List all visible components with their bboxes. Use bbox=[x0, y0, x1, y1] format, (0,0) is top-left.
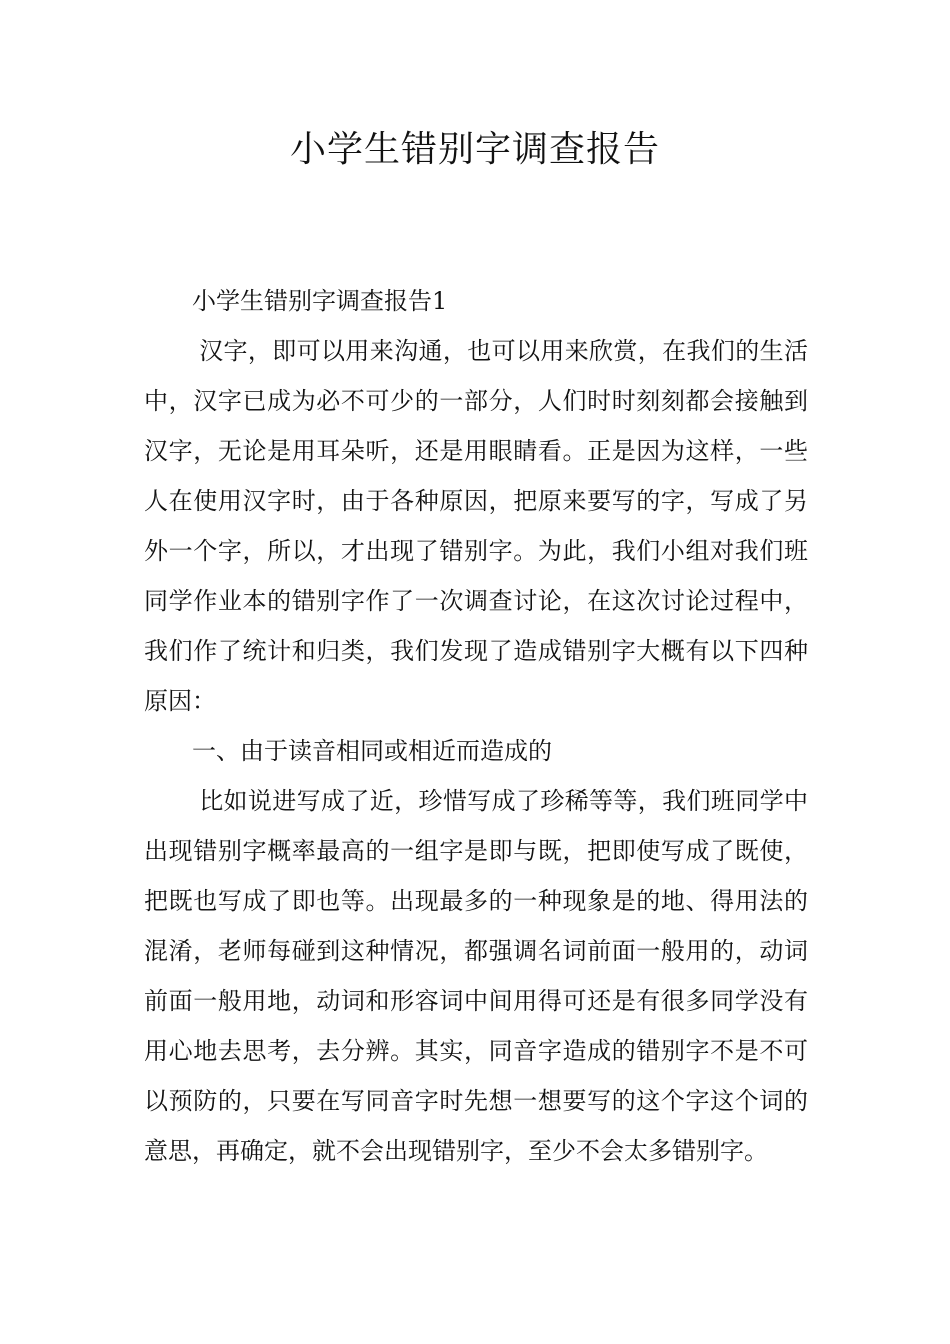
section-heading: 小学生错别字调查报告1 bbox=[192, 287, 448, 315]
body-paragraph: 汉字，即可以用来沟通，也可以用来欣赏，在我们的生活中，汉字已成为必不可少的一部分，人们时时刻刻都会接触到汉字，无论是用耳朵听，还是用眼睛看。正是因为这样，一些人在使用汉字时，由于各种原因，把原来要写的字，写成了另外一个字，所以，才出现了错别字。为此，我们小组对我们班同学作业本的错别字作了一次调查讨论，在这次讨论过程中，我们作了统计和归类，我们发现了造成错别字大概有以下四种原因： bbox=[144, 337, 808, 715]
document-title: 小学生错别字调查报告 bbox=[289, 129, 660, 170]
section-heading: 一、由于读音相同或相近而造成的 bbox=[192, 737, 552, 765]
body-paragraph: 比如说进写成了近，珍惜写成了珍稀等等，我们班同学中出现错别字概率最高的一组字是即与既，把即使写成了既使，把既也写成了即也等。出现最多的一种现象是的地、得用法的混淆，老师每碰到这种情况，都强调名词前面一般用的，动词前面一般用地，动词和形容词中间用得可还是有很多同学没有用心地去思考，去分辨。其实，同音字造成的错别字不是不可以预防的，只要在写同音字时先想一想要写的这个字这个词的意思，再确定，就不会出现错别字，至少不会太多错别字。 bbox=[144, 787, 808, 1165]
document-body bbox=[144, 276, 808, 1176]
